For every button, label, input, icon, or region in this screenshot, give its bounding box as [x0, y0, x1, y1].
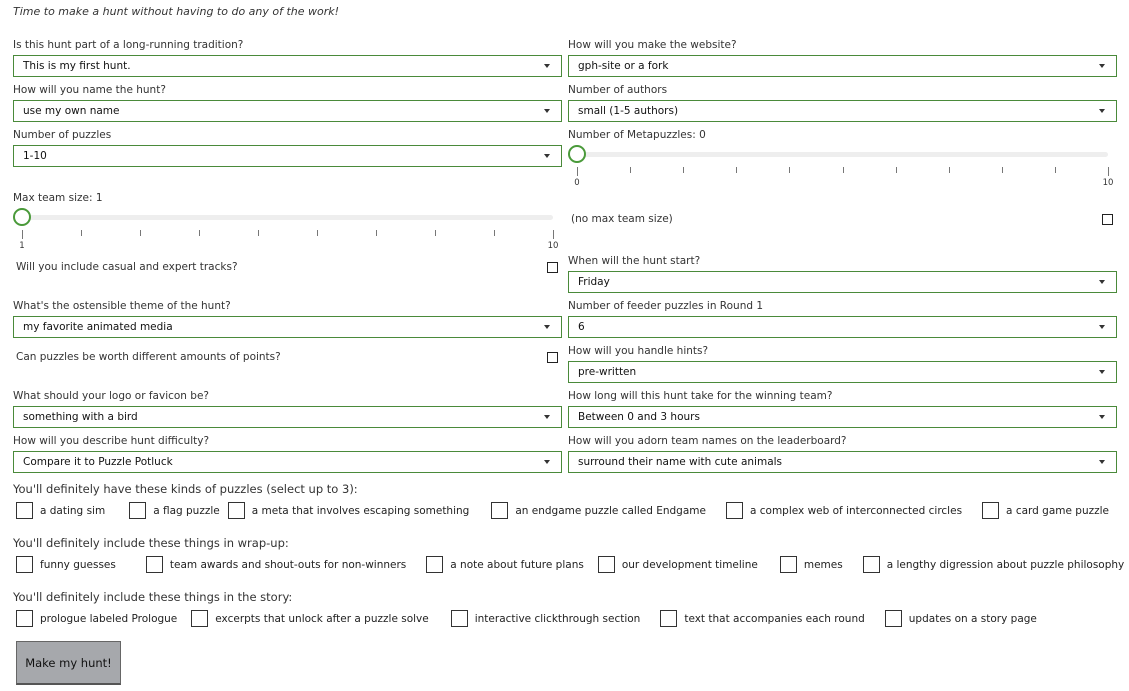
option-label: a dating sim — [40, 504, 106, 517]
checkbox[interactable] — [16, 556, 33, 573]
chevron-down-icon — [1099, 415, 1105, 419]
slider-tick — [789, 167, 790, 173]
slider-tick — [843, 167, 844, 173]
chevron-down-icon — [544, 325, 550, 329]
puzzle-kinds-title: You'll definitely have these kinds of puzzles (select up to 3): — [13, 482, 358, 496]
make-hunt-button[interactable]: Make my hunt! — [16, 641, 121, 685]
logo-value: something with a bird — [23, 411, 138, 423]
slider-track — [22, 215, 553, 220]
duration-label: How long will this hunt take for the winning team? — [568, 390, 833, 402]
theme-label: What's the ostensible theme of the hunt? — [13, 300, 231, 312]
hints-label: How will you handle hints? — [568, 345, 709, 357]
puzzle-kinds-option[interactable] — [982, 502, 1109, 519]
checkbox[interactable] — [16, 502, 33, 519]
name-label: How will you name the hunt? — [13, 84, 166, 96]
checkbox[interactable] — [780, 556, 797, 573]
metapuzzles-label: Number of Metapuzzles: 0 — [568, 129, 706, 141]
slider-tick — [949, 167, 950, 173]
puzzles-label: Number of puzzles — [13, 129, 112, 141]
option-label: a meta that involves escaping something — [251, 504, 470, 517]
slider-tick — [736, 167, 737, 173]
intro-text: Time to make a hunt without having to do any of the work! — [13, 5, 340, 18]
wrapup-options — [16, 556, 1124, 573]
story-option[interactable] — [16, 610, 177, 627]
adorn-label: How will you adorn team names on the leaderboard? — [568, 435, 847, 447]
chevron-down-icon — [544, 64, 550, 68]
chevron-down-icon — [544, 109, 550, 113]
slider-tick — [376, 230, 377, 236]
start-label: When will the hunt start? — [568, 255, 701, 267]
slider-tick — [1002, 167, 1003, 173]
name-value: use my own name — [23, 105, 120, 117]
checkbox[interactable] — [228, 502, 245, 519]
difficulty-select[interactable] — [13, 451, 562, 473]
tracks-label: Will you include casual and expert tracks? — [16, 261, 238, 273]
checkbox[interactable] — [146, 556, 163, 573]
puzzle-kinds-option[interactable] — [129, 502, 220, 519]
option-label: team awards and shout-outs for non-winners — [169, 558, 407, 571]
story-option[interactable] — [451, 610, 641, 627]
puzzles-value: 1-10 — [23, 150, 47, 162]
puzzle-kinds-option[interactable] — [228, 502, 470, 519]
slider-track — [577, 152, 1108, 157]
puzzle-kinds-options — [16, 502, 1109, 519]
metapuzzles-slider[interactable] — [574, 142, 1114, 188]
option-label: text that accompanies each round — [684, 612, 865, 625]
wrapup-option[interactable] — [426, 556, 584, 573]
option-label: a flag puzzle — [153, 504, 220, 517]
chevron-down-icon — [1099, 280, 1105, 284]
tradition-value: This is my first hunt. — [23, 60, 131, 72]
slider-tick — [577, 167, 578, 176]
slider-tick — [553, 230, 554, 239]
feeders-select[interactable] — [568, 316, 1117, 338]
checkbox[interactable] — [16, 610, 33, 627]
wrapup-option[interactable] — [16, 556, 116, 573]
tradition-select[interactable] — [13, 55, 562, 77]
slider-tick — [494, 230, 495, 236]
story-options — [16, 610, 1037, 627]
option-label: memes — [803, 558, 843, 571]
slider-tick — [683, 167, 684, 173]
wrapup-option[interactable] — [863, 556, 1125, 573]
website-value: gph-site or a fork — [578, 60, 669, 72]
theme-value: my favorite animated media — [23, 321, 173, 333]
chevron-down-icon — [1099, 64, 1105, 68]
wrapup-option[interactable] — [780, 556, 843, 573]
option-label: a complex web of interconnected circles — [749, 504, 963, 517]
slider-thumb[interactable] — [13, 208, 31, 226]
puzzle-kinds-option[interactable] — [726, 502, 962, 519]
story-option[interactable] — [660, 610, 864, 627]
option-label: interactive clickthrough section — [474, 612, 641, 625]
logo-select[interactable] — [13, 406, 562, 428]
points-checkbox[interactable] — [547, 352, 558, 363]
no-max-checkbox[interactable] — [1102, 214, 1113, 225]
chevron-down-icon — [1099, 109, 1105, 113]
hints-select[interactable] — [568, 361, 1117, 383]
slider-thumb[interactable] — [568, 145, 586, 163]
website-select[interactable] — [568, 55, 1117, 77]
hints-value: pre-written — [578, 366, 637, 378]
no-max-label: (no max team size) — [571, 213, 673, 225]
points-label: Can puzzles be worth different amounts of points? — [16, 351, 281, 363]
slider-tick — [140, 230, 141, 236]
wrapup-option[interactable] — [598, 556, 758, 573]
wrapup-option[interactable] — [146, 556, 406, 573]
checkbox[interactable] — [982, 502, 999, 519]
puzzle-kinds-option[interactable] — [491, 502, 706, 519]
adorn-value: surround their name with cute animals — [578, 456, 783, 468]
slider-tick — [630, 167, 631, 173]
chevron-down-icon — [1099, 460, 1105, 464]
slider-max-label: 10 — [547, 241, 559, 251]
checkbox[interactable] — [660, 610, 677, 627]
theme-select[interactable] — [13, 316, 562, 338]
website-label: How will you make the website? — [568, 39, 737, 51]
slider-tick — [896, 167, 897, 173]
option-label: updates on a story page — [908, 612, 1037, 625]
difficulty-value: Compare it to Puzzle Potluck — [23, 456, 173, 468]
team-size-slider[interactable] — [19, 205, 559, 251]
story-title: You'll definitely include these things in the story: — [13, 590, 293, 604]
tracks-checkbox[interactable] — [547, 262, 558, 273]
chevron-down-icon — [544, 415, 550, 419]
slider-max-label: 10 — [1102, 178, 1114, 188]
option-label: prologue labeled Prologue — [40, 612, 178, 625]
puzzle-kinds-option[interactable] — [16, 502, 105, 519]
option-label: a lengthy digression about puzzle philosophy — [886, 558, 1125, 571]
wrapup-title: You'll definitely include these things in wrap-up: — [13, 536, 289, 550]
team-size-label: Max team size: 1 — [13, 192, 103, 204]
checkbox[interactable] — [726, 502, 743, 519]
chevron-down-icon — [1099, 370, 1105, 374]
story-option[interactable] — [191, 610, 428, 627]
story-option[interactable] — [885, 610, 1037, 627]
authors-label: Number of authors — [568, 84, 668, 96]
start-value: Friday — [578, 276, 610, 288]
checkbox[interactable] — [129, 502, 146, 519]
authors-value: small (1-5 authors) — [578, 105, 679, 117]
chevron-down-icon — [544, 460, 550, 464]
checkbox[interactable] — [863, 556, 880, 573]
slider-min-label: 0 — [574, 178, 580, 188]
checkbox[interactable] — [451, 610, 468, 627]
difficulty-label: How will you describe hunt difficulty? — [13, 435, 210, 447]
name-select[interactable] — [13, 100, 562, 122]
slider-min-label: 1 — [19, 241, 25, 251]
option-label: our development timeline — [621, 558, 758, 571]
feeders-value: 6 — [578, 321, 585, 333]
slider-tick — [1055, 167, 1056, 173]
slider-tick — [258, 230, 259, 236]
feeders-label: Number of feeder puzzles in Round 1 — [568, 300, 764, 312]
option-label: funny guesses — [40, 558, 116, 571]
start-select[interactable] — [568, 271, 1117, 293]
checkbox[interactable] — [191, 610, 208, 627]
slider-tick — [199, 230, 200, 236]
logo-label: What should your logo or favicon be? — [13, 390, 209, 402]
checkbox[interactable] — [885, 610, 902, 627]
puzzles-select[interactable] — [13, 145, 562, 167]
chevron-down-icon — [1099, 325, 1105, 329]
option-label: a note about future plans — [450, 558, 584, 571]
slider-tick — [435, 230, 436, 236]
authors-select[interactable] — [568, 100, 1117, 122]
duration-select[interactable] — [568, 406, 1117, 428]
slider-tick — [22, 230, 23, 239]
option-label: an endgame puzzle called Endgame — [515, 504, 706, 517]
slider-tick — [81, 230, 82, 236]
option-label: excerpts that unlock after a puzzle solve — [215, 612, 429, 625]
checkbox[interactable] — [491, 502, 508, 519]
slider-tick — [317, 230, 318, 236]
option-label: a card game puzzle — [1006, 504, 1110, 517]
chevron-down-icon — [544, 154, 550, 158]
tradition-label: Is this hunt part of a long-running tradition? — [13, 39, 244, 51]
duration-value: Between 0 and 3 hours — [578, 411, 700, 423]
checkbox[interactable] — [426, 556, 443, 573]
adorn-select[interactable] — [568, 451, 1117, 473]
checkbox[interactable] — [598, 556, 615, 573]
slider-tick — [1108, 167, 1109, 176]
